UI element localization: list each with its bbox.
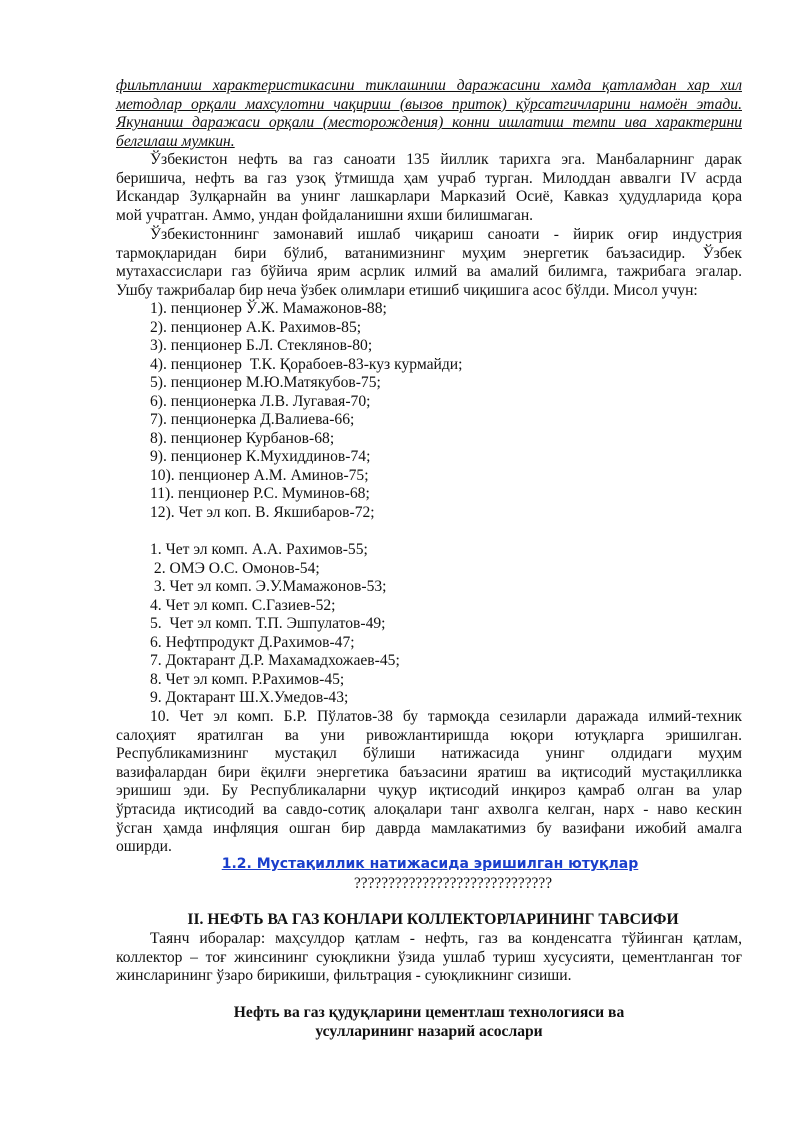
paragraph-line: ўртасида иқтисодий ва савдо-сотиқ алоқалари танг ахволга келган, нарх - наво кескин [116, 800, 742, 818]
list-item: 6). пенционерка Л.В. Лугавая-70; [150, 392, 371, 410]
paragraph-line: эришиш эди. Бу Республикаларни чуқур иқтисодий инқироз қамраб олган ва улар [116, 782, 742, 800]
paragraph-line: оширди. [116, 838, 172, 856]
paragraph-line: жинсларининг ўзаро бирикиши, фильтрация - суюқликнинг сизиши. [116, 967, 572, 985]
independence-paragraph [116, 708, 742, 857]
list-item: 9). пенционер К.Мухиддинов-74; [150, 448, 371, 465]
paragraph-line: беришича, нефть ва газ узоқ ўтмишда ҳам учраб турган. Милоддан аввалги IV асрда [116, 169, 742, 187]
paragraph-line: Ўзбекистоннинг замонавий ишлаб чиқариш саноати - йирик оғир индустрия [150, 226, 742, 243]
list-item: 11). пенционер Р.С. Муминов-68; [150, 485, 370, 502]
subheading [0, 1004, 800, 1041]
pensioners-list [150, 300, 462, 522]
intro-paragraph [116, 77, 742, 151]
intro-line: методлар орқали махсулотни чақириш (вызов приток) кўрсатгичларини намоён этади. [116, 95, 742, 113]
intro-line: Якунаниш даражаси орқали (месторождения) конни ишлатиш темпи ива характерини [116, 114, 742, 132]
list-item: 5). пенционер М.Ю.Матякубов-75; [150, 374, 381, 391]
list-item: 3). пенционер Б.Л. Стеклянов-80; [150, 337, 373, 354]
list-item: 1). пенционер Ў.Ж. Мамажонов-88; [150, 300, 387, 317]
paragraph-line: мой учратган. Аммо, ундан фойдаланишни яхши билишмаган. [116, 206, 534, 224]
list-item: 4). пенционер Т.К. Қорабоев-83-куз курмайди; [150, 355, 463, 373]
paragraph-line: салоҳият яратилган ва уни ривожлантиришда юқори ютуқларга эришилган. [116, 726, 742, 744]
list-item: 6. Нефтпродукт Д.Рахимов-47; [150, 633, 355, 651]
list-item: 4. Чет эл комп. С.Газиев-52; [150, 596, 336, 614]
intro-line: белгилаш мумкин. [116, 132, 235, 150]
chapter-title: II. НЕФТЬ ВА ГАЗ КОНЛАРИ КОЛЛЕКТОРЛАРИНИНГ ТАВСИФИ [187, 911, 679, 928]
list-item: 1. Чет эл комп. А.А. Рахимов-55; [150, 541, 368, 558]
paragraph-line: мутахассислари газ бўйича ярим асрлик илмий ва амалий билимга, тажрибага эгалар. [116, 263, 742, 281]
list-item: 9. Доктарант Ш.Х.Умедов-43; [150, 689, 349, 706]
history-paragraph [116, 151, 742, 225]
list-item: 2). пенционер А.К. Рахимов-85; [150, 318, 362, 336]
industry-paragraph [116, 226, 742, 300]
paragraph-line: Республикамизнинг мустақил бўлиши натижасида унинг олдидаги муҳим [116, 745, 742, 763]
subheading-line: Нефть ва газ қудуқларини цементлаш технологияси ва [233, 1004, 625, 1021]
paragraph-line: тармоқларидан бири бўлиб, ватанимизнинг муҳим энергетик баъзасидир. Ўзбек [116, 244, 742, 262]
list-item: 5. Чет эл комп. Т.П. Эшпулатов-49; [150, 615, 386, 632]
list-item: 7. Доктарант Д.Р. Махамадхожаев-45; [150, 652, 400, 669]
list-item: 10). пенционер А.М. Аминов-75; [150, 466, 369, 484]
paragraph-line: Таянч иборалар: маҳсулдор қатлам - нефть, газ ва конденсатга тўйинган қатлам, [150, 930, 742, 947]
list-item: 7). пенционерка Д.Валиева-66; [150, 411, 355, 428]
section-link[interactable]: 1.2. Мустақиллик натижасида эришилган ютуқлар [221, 856, 639, 872]
paragraph-line: ўсган ҳамда инфляция ошган бир даврда мамлакатимиз бу вазифани ижобий амалга [116, 819, 742, 837]
paragraph-line: Ушбу тажрибалар бир неча ўзбек олимлари етишиб чиқишига асос бўлди. Мисол учун: [116, 281, 698, 299]
specialists-list [150, 541, 400, 708]
paragraph-line: коллектор – тоғ жинсининг суюқликни ўзида ушлаб туриш хусусияти, цементланган тоғ [116, 948, 742, 966]
list-item: 8. Чет эл комп. Р.Рахимов-45; [150, 670, 345, 688]
subheading-line: усулларининг назарий асослари [315, 1022, 543, 1040]
paragraph-line: Ўзбекистон нефть ва газ саноати 135 йиллик тарихга эга. Манбаларнинг дарак [150, 151, 742, 168]
placeholder-question-marks: ????????????????????????????? [353, 875, 553, 892]
list-item: 12). Чет эл коп. В. Якшибаров-72; [150, 503, 375, 521]
paragraph-line: Искандар Зулқарнайн ва унинг лашкарлари Марказий Осиё, Кавказ ҳудудларида қора [116, 188, 742, 206]
list-item: 3. Чет эл комп. Э.У.Мамажонов-53; [150, 578, 387, 595]
paragraph-line: 10. Чет эл комп. Б.Р. Пўлатов-38 бу тармоқда сезиларли даражада илмий-техник [150, 708, 742, 725]
list-item: 2. ОМЭ О.С. Омонов-54; [150, 559, 320, 577]
paragraph-line: вазифалардан бири ёқилғи энергетика баъзасини яратиш ва иқтисодий мустақилликка [116, 763, 742, 781]
intro-line: фильтланиш характеристикасини тиклашниш даражасини хамда қатламдан хар хил [116, 77, 742, 94]
list-item: 8). пенционер Курбанов-68; [150, 429, 335, 447]
key-terms-paragraph [116, 930, 742, 986]
